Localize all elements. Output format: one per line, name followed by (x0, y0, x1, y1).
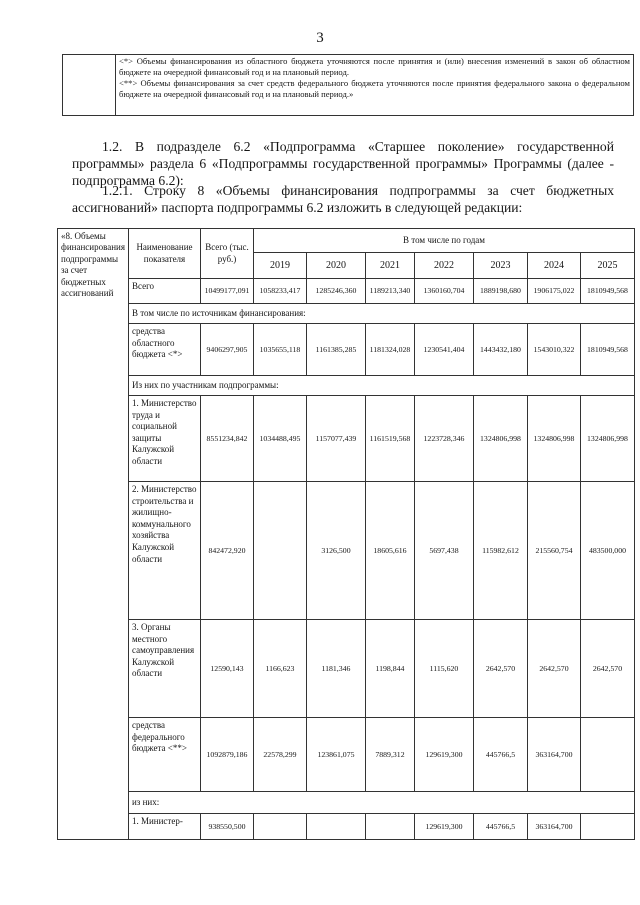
year-cell: 7889,312 (365, 718, 414, 792)
year-cell: 1035655,118 (253, 324, 306, 376)
year-cell: 445766,5 (473, 718, 527, 792)
footnote-box (62, 54, 634, 116)
year-cell: 1198,844 (365, 620, 414, 718)
total-cell: 938550,500 (200, 814, 253, 840)
footnote-federal: <**> Объемы финансирования за счет средств федерального бюджета уточняются после принятия федерального закона о федеральном бюджете на очередной финансовый год и на плановый период.» (119, 78, 630, 99)
financing-table (57, 228, 635, 840)
footnote-regional: <*> Объемы финансирования из областного бюджета уточняются после принятия и (или) внесения изменений в закон об областном бюджете на очередной финансовый год и на плановый период. (119, 56, 630, 77)
year-cell: 1230541,404 (414, 324, 473, 376)
year-cell: 1810949,568 (580, 324, 634, 376)
year-cell: 129619,300 (414, 814, 473, 840)
header-row (58, 229, 635, 253)
year-cell: 1443432,180 (473, 324, 527, 376)
year-cell: 1223728,346 (414, 396, 473, 482)
year-cell: 1157077,439 (306, 396, 365, 482)
participant-row (58, 396, 635, 482)
total-cell: 8551234,842 (200, 396, 253, 482)
total-row (58, 279, 635, 304)
year-cell: 1810949,568 (580, 279, 634, 304)
total-cell: 10499177,091 (200, 279, 253, 304)
year-cell: 2642,570 (580, 620, 634, 718)
header-years-group: В том числе по годам (253, 229, 634, 253)
year-2020: 2020 (306, 253, 365, 279)
year-2022: 2022 (414, 253, 473, 279)
year-cell (365, 814, 414, 840)
year-cell: 115982,612 (473, 482, 527, 620)
year-cell: 1115,620 (414, 620, 473, 718)
year-cell: 5697,438 (414, 482, 473, 620)
footnote-table (62, 54, 634, 116)
year-cell: 1906175,022 (527, 279, 580, 304)
paragraph-1-2-text: 1.2. В подразделе 6.2 «Подпрограмма «Старшее поколение» государственной программы» раздела 6 «Подпрограммы государственной программы» Программы (далее - подпрограмма 6.2): (72, 139, 614, 188)
total-cell: 12590,143 (200, 620, 253, 718)
year-cell: 1360160,704 (414, 279, 473, 304)
by-participant-row (58, 376, 635, 396)
year-cell: 1189213,340 (365, 279, 414, 304)
row-name: Всего (128, 279, 200, 304)
by-source-row (58, 304, 635, 324)
year-cell: 3126,500 (306, 482, 365, 620)
participant-name: 1. Министерство труда и социальной защиты Калужской области (128, 396, 200, 482)
year-cell (580, 718, 634, 792)
federal-row (58, 718, 635, 792)
participant-row (58, 482, 635, 620)
year-2021: 2021 (365, 253, 414, 279)
year-cell: 363164,700 (527, 814, 580, 840)
year-cell: 1161519,568 (365, 396, 414, 482)
row-name: 1. Министер- (128, 814, 200, 840)
year-cell: 1889198,680 (473, 279, 527, 304)
header-total: Всего (тыс. руб.) (200, 229, 253, 279)
year-cell: 445766,5 (473, 814, 527, 840)
by-source-label: В том числе по источникам финансирования: (128, 304, 634, 324)
participant-name: 2. Министерство строительства и жилищно-коммунального хозяйства Калужской области (128, 482, 200, 620)
by-participant-label: Из них по участникам подпрограммы: (128, 376, 634, 396)
year-cell (306, 814, 365, 840)
paragraph-1-2-1-text: 1.2.1. Строку 8 «Объемы финансирования подпрограммы за счет бюджетных ассигнований» паспорта подпрограммы 6.2 изложить в следующей редакции: (72, 183, 614, 215)
year-2023: 2023 (473, 253, 527, 279)
last-row (58, 814, 635, 840)
year-2024: 2024 (527, 253, 580, 279)
year-cell: 1181324,028 (365, 324, 414, 376)
year-cell: 129619,300 (414, 718, 473, 792)
year-cell: 123861,075 (306, 718, 365, 792)
year-cell: 215560,754 (527, 482, 580, 620)
year-cell: 1324806,998 (580, 396, 634, 482)
total-cell: 1092879,186 (200, 718, 253, 792)
row-label-cell: «8. Объемы финансирования подпрограммы за счет бюджетных ассигнований (58, 229, 129, 840)
year-cell: 1324806,998 (473, 396, 527, 482)
header-name: Наименование показателя (128, 229, 200, 279)
year-cell: 2642,570 (473, 620, 527, 718)
year-cell: 1161385,285 (306, 324, 365, 376)
year-cell: 1543010,322 (527, 324, 580, 376)
year-cell: 1034488,495 (253, 396, 306, 482)
year-cell: 1058233,417 (253, 279, 306, 304)
year-cell: 1181,346 (306, 620, 365, 718)
of-them-label: из них: (128, 792, 634, 814)
year-cell: 2642,570 (527, 620, 580, 718)
year-cell (580, 814, 634, 840)
year-2025: 2025 (580, 253, 634, 279)
year-cell (253, 814, 306, 840)
row-name: средства федерального бюджета <**> (128, 718, 200, 792)
participant-row (58, 620, 635, 718)
total-cell: 842472,920 (200, 482, 253, 620)
paragraph-1-2-1 (72, 182, 614, 216)
year-cell: 18605,616 (365, 482, 414, 620)
row-name: средства областного бюджета <*> (128, 324, 200, 376)
year-cell: 1166,623 (253, 620, 306, 718)
of-them-row (58, 792, 635, 814)
year-2019: 2019 (253, 253, 306, 279)
year-cell: 1285246,360 (306, 279, 365, 304)
participant-name: 3. Органы местного самоуправления Калужской области (128, 620, 200, 718)
year-cell: 1324806,998 (527, 396, 580, 482)
page-number: 3 (316, 30, 324, 46)
footnote-empty-cell (63, 55, 116, 116)
year-cell (253, 482, 306, 620)
year-cell: 363164,700 (527, 718, 580, 792)
footnote-cell (116, 55, 634, 116)
regional-row (58, 324, 635, 376)
year-cell: 483500,000 (580, 482, 634, 620)
year-cell: 22578,299 (253, 718, 306, 792)
total-cell: 9406297,905 (200, 324, 253, 376)
